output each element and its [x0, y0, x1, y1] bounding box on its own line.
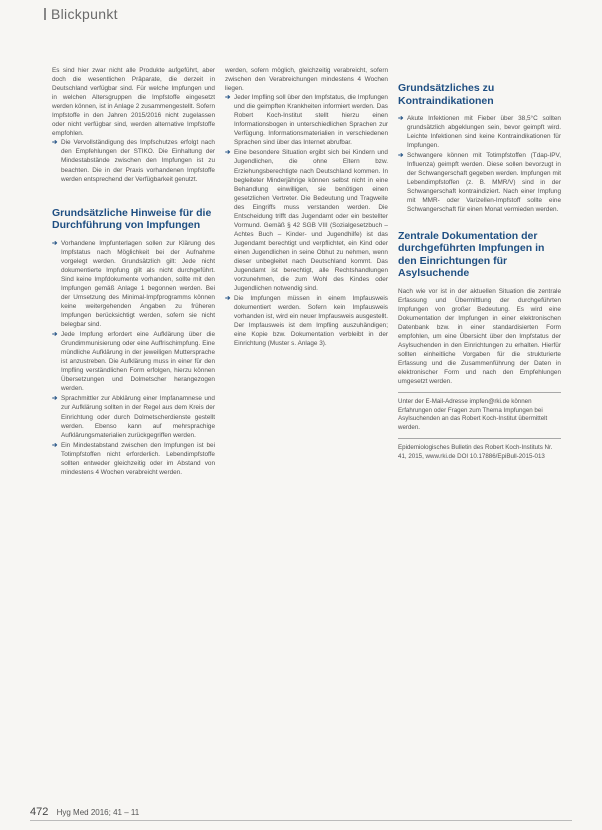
heading-documentation: Zentrale Dokumentation der durchgeführten Impfungen in den Einrichtungen für Asylsuchende	[398, 229, 545, 280]
contraindication-bullet-1: ➔ Akute Infektionen mit Fieber über 38,5°C sollten grundsätzlich abgeklungen sein, bevor geimpft wird. Leichte Infektionen sind keine Kontraindikationen für Impfungen.	[398, 114, 561, 150]
divider	[398, 392, 561, 393]
heading-contraindications: Grundsätzliches zu Kontraindikationen	[398, 82, 495, 107]
col2-bullet-list	[225, 93, 388, 348]
guideline-bullet-list	[52, 239, 215, 477]
guideline-bullet-1: ➔ Vorhandene Impfunterlagen sollen zur Klärung des Impfstatus nach Möglichkeit bei der Aufnahme vorgelegt werden. Grundsätzlich gilt: Jede nicht dokumentierte Impfung gilt als nicht durchgeführt. Sind keine Impfdokumente vorhanden, sollte mit den Impfungen gemäß Anlage 1 begonnen werden. Bei der Umsetzung des Minimal-Impfprogramms können keine weitergehenden Angaben zu früheren Impfungen berücksichtigt werden, sofern sie nicht belegbar sind.	[52, 239, 215, 329]
page-number: 472	[30, 806, 49, 818]
guideline-bullet-3: ➔ Sprachmittler zur Abklärung einer Impfanamnese und zur Aufklärung sollten in der Regel aus dem Kreis der Einrichtung oder durch Dolmetscherdienste gestellt werden. Ebenso kann auf mehrsprachige Aufklärungsmaterialien zurückgegriffen werden.	[52, 394, 215, 439]
column-2	[225, 66, 388, 349]
column-1	[52, 66, 215, 478]
intro-bullet-list	[52, 138, 215, 183]
source-note: Epidemiologisches Bulletin des Robert Koch-Instituts Nr. 41, 2015, www.rki.de DOI 10.17886/EpiBull-2015-013	[398, 444, 553, 460]
page-footer	[30, 806, 139, 818]
intro-paragraph: Es sind hier zwar nicht alle Produkte aufgeführt, aber doch die wesentlichen Präparate, die derzeit in Deutschland verfügbar sind. Für welche Impfungen und in welchen Altersgruppen die Impfstoffe eingesetzt werden können, ist in Anlage 2 zusammengestellt. Sofern Impfstoffe in den Jahren 2015/2016 nicht zugelassen oder nicht verfügbar sind, werden alternative Impfstoffe empfohlen.	[52, 67, 215, 138]
section-header	[44, 6, 118, 22]
continued-paragraph: werden, sofern möglich, gleichzeitig verabreicht, sofern zwischen den Verabreichungen mindestens 4 Wochen liegen.	[225, 67, 388, 93]
header-bar	[44, 8, 46, 20]
col2-bullet-3: ➔ Die Impfungen müssen in einem Impfausweis dokumentiert werden. Sofern kein Impfausweis vorhanden ist, wird ein neuer Impfausweis ausgestellt. Der Impfausweis ist dem Impfling auszuhändigen; eine Kopie bzw. Dokumentation verbleibt in der Einrichtung (Muster s. Anlage 3).	[225, 294, 388, 348]
footer-rule	[30, 820, 572, 821]
col2-bullet-2: ➔ Eine besondere Situation ergibt sich bei Kindern und Jugendlichen, die ohne Eltern bzw. Erziehungsberechtigte nach Deutschland kommen. In begleiteter Minderjährige können selbst nicht in eine Behandlung einwilligen, sie benötigen einen gesetzlichen Vertreter. Die Bedeutung und Tragweite des Eingriffs muss verstanden werden. Die Entscheidung trifft das Jugendamt oder ein bestellter Vormund. Gemäß § 42 SGB VIII (Sozialgesetzbuch – Achtes Buch – Kinder- und Jugendhilfe) ist das Jugendamt berechtigt und verpflichtet, ein Kind oder einen Jugendlichen in seine Obhut zu nehmen, wenn dieser unbegleitet nach Deutschland kommt. Das Jugendamt ist berechtigt, alle Rechtshandlungen vorzunehmen, die zum Wohl des Kindes oder Jugendlichen notwendig sind.	[225, 148, 388, 293]
section-title: Blickpunkt	[51, 6, 118, 22]
heading-guidelines: Grundsätzliche Hinweise für die Durchführung von Impfungen	[52, 206, 212, 232]
journal-reference: Hyg Med 2016; 41 – 11	[56, 808, 140, 817]
contraindication-bullet-list	[398, 114, 561, 215]
contraindication-bullet-2: ➔ Schwangere können mit Totimpfstoffen (Tdap-IPV, Influenza) geimpft werden. Diese sollen bevorzugt in der Schwangerschaft gegeben werden. Impfungen mit Lebendimpfstoffen (z. B. MMR/V) sind in der Schwangerschaft kontraindiziert. Nach einer Impfung mit MMR- oder Varizellen-Impfstoff sollte eine Schwangerschaft für einen Monat vermieden werden.	[398, 151, 561, 214]
column-3	[398, 82, 561, 462]
divider	[398, 438, 561, 439]
col2-bullet-1: ➔ Jeder Impfling soll über den Impfstatus, die Impfungen und die geimpften Krankheiten informiert werden. Das Robert Koch-Institut stellt hierzu einen Informationsbogen in unterschiedlichen Sprachen zur Verfügung. Informationsmaterialien in verschiedenen Sprachen sind über das Internet abrufbar.	[225, 93, 388, 147]
documentation-paragraph: Nach wie vor ist in der aktuellen Situation die zentrale Erfassung und Übermittlung der durchgeführten Impfungen von großer Bedeutung. Es wird eine Dokumentation der Impfungen in einer elektronischen Datenbank bzw. in einer standardisierten Form empfohlen, um eine Übersicht über den Impfstatus der Asylsuchenden in den Einrichtungen zu erhalten. Hierfür sollten einheitliche Vorgaben für die strukturierte Erfassung und die Zusammenführung der Daten in elektronischer Form und nach den Empfehlungen umgesetzt werden.	[398, 287, 561, 385]
guideline-bullet-4: ➔ Ein Mindestabstand zwischen den Impfungen ist bei Totimpfstoffen nicht erforderlich. Lebendimpfstoffe sollten entweder gleichzeitig oder im Abstand von mindestens 4 Wochen verabreicht werden.	[52, 441, 215, 477]
intro-bullet: ➔ Die Vervollständigung des Impfschutzes erfolgt nach den Empfehlungen der STIKO. Die Einhaltung der Mindestabstände zwischen den Impfungen ist zu beachten. Die in der Praxis vorhandenen Impfstoffe werden entsprechend der Verfügbarkeit genutzt.	[52, 138, 215, 183]
guideline-bullet-2: ➔ Jede Impfung erfordert eine Aufklärung über die Grundimmunisierung oder eine Auffrischimpfung. Eine mündliche Aufklärung in der jeweiligen Muttersprache ist anzustreben. Die Aufklärung muss in einer für den Impfling verständlichen Form erfolgen, hierzu können Übersetzungen und Dolmetscher herangezogen werden.	[52, 330, 215, 393]
contact-note: Unter der E-Mail-Adresse impfen@rki.de können Erfahrungen oder Fragen zum Thema Impfungen bei Asylsuchenden an das Robert Koch-Institut übermittelt werden.	[398, 398, 548, 431]
